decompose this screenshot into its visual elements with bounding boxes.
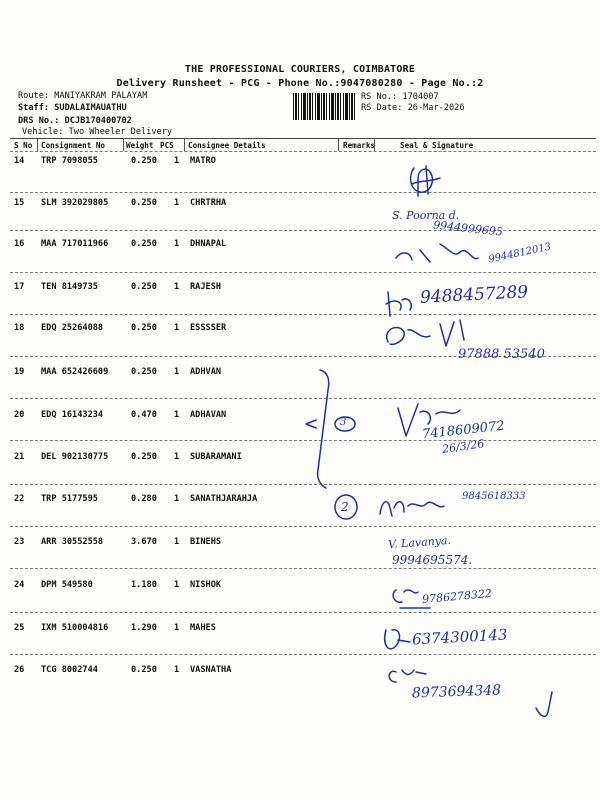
row-consignee: MATRO (190, 156, 216, 166)
handwritten-name: S. Poorna d. (392, 209, 460, 222)
row-pcs: 1 (174, 323, 180, 333)
handwritten-phone: 9488457289 (419, 282, 529, 308)
runsheet-subtitle: Delivery Runsheet - PCG - Phone No.:9047080280 - Page No.:2 (116, 78, 484, 89)
signature-scribble (411, 166, 440, 196)
row-pcs: 1 (174, 494, 180, 504)
handwritten-name: V. Lavanya. (387, 533, 452, 552)
row-weight: 0.250 (131, 452, 157, 462)
row-consignment: EDQ 25264088 (41, 323, 104, 333)
rs-no-value: 1704007 (402, 92, 439, 102)
row-consignee: SUBARAMANI (190, 452, 242, 462)
remarks-bracket (306, 370, 329, 488)
row-pcs: 1 (174, 198, 180, 208)
row-consignment: MAA 717011966 (41, 239, 109, 249)
row-sno: 14 (14, 156, 25, 166)
row-consignment: SLM 392029805 (41, 198, 109, 208)
row-consignee: VASNATHA (190, 665, 232, 675)
rs-date-label: RS Date: (361, 103, 403, 113)
col-sno: S No (14, 141, 33, 150)
row-sno: 25 (14, 623, 25, 633)
row-weight: 1.180 (131, 580, 157, 590)
col-weight: Weight (126, 141, 154, 150)
row-pcs: 1 (174, 665, 180, 675)
row-consignee: MAHES (190, 623, 216, 633)
handwritten-phone: 97888 53540 (458, 347, 545, 362)
remark-number: 2 (341, 500, 349, 514)
check-mark (536, 692, 552, 716)
handwritten-phone: 9786278322 (421, 586, 493, 607)
row-sno: 19 (14, 367, 25, 377)
drs-label: DRS No.: (18, 116, 60, 126)
row-consignment: DEL 902130775 (41, 452, 109, 462)
row-sno: 17 (14, 282, 25, 292)
row-consignee: RAJESH (190, 282, 222, 292)
handwritten-phone: 9944812013 (487, 241, 553, 266)
staff-value: SUDALAIMAUATHU (54, 103, 127, 113)
row-weight: 0.250 (131, 198, 157, 208)
vehicle-value: Two Wheeler Delivery (68, 127, 173, 137)
row-consignee: DHNAPAL (190, 239, 227, 249)
row-weight: 0.280 (131, 494, 157, 504)
signature-scribble (386, 292, 411, 316)
row-consignment: ARR 30552558 (41, 537, 104, 547)
rs-no-label: RS No.: (361, 92, 398, 102)
row-sno: 18 (14, 323, 25, 333)
route-label: Route: (18, 91, 50, 101)
row-sno: 22 (14, 494, 25, 504)
row-consignment: TRP 7098055 (41, 156, 98, 166)
signature-scribble (385, 630, 410, 649)
row-weight: 0.250 (131, 323, 157, 333)
route-value: MANIYAKRAM PALAYAM (54, 91, 148, 101)
col-seal-signature: Seal & Signature (400, 141, 474, 150)
row-pcs: 1 (174, 410, 180, 420)
row-consignment: TCG 8002744 (41, 665, 98, 675)
row-weight: 1.290 (131, 623, 157, 633)
handwritten-phone: 9994695574. (392, 553, 473, 567)
row-consignee: SANATHJARAHJA (190, 494, 258, 504)
row-pcs: 1 (174, 239, 180, 249)
row-consignment: MAA 652426609 (41, 367, 109, 377)
row-sno: 16 (14, 239, 25, 249)
handwritten-phone: 9845618333 (462, 491, 526, 502)
row-consignment: IXM 510004816 (41, 623, 109, 633)
row-pcs: 1 (174, 367, 180, 377)
row-pcs: 1 (174, 580, 180, 590)
row-sno: 20 (14, 410, 25, 420)
row-consignee: ADHVAN (190, 367, 222, 377)
row-pcs: 1 (174, 452, 180, 462)
row-consignee: ADHAVAN (190, 410, 227, 420)
row-consignee: NISHOK (190, 580, 222, 590)
row-sno: 15 (14, 198, 25, 208)
row-pcs: 1 (174, 623, 180, 633)
drs-value: DCJB170400702 (64, 116, 132, 126)
row-weight: 0.470 (131, 410, 157, 420)
handwritten-phone: 6374300143 (411, 625, 508, 649)
handwritten-phone: 8973694348 (411, 682, 502, 702)
row-sno: 21 (14, 452, 25, 462)
signature-scribble (380, 502, 444, 516)
signature-scribble (396, 244, 478, 262)
row-pcs: 1 (174, 537, 180, 547)
col-pcs: PCS (160, 141, 174, 150)
row-weight: 0.250 (131, 665, 157, 675)
row-consignment: TRP 5177595 (41, 494, 98, 504)
row-consignment: TEN 8149735 (41, 282, 98, 292)
rs-date-value: 26-Mar-2026 (407, 103, 465, 113)
row-consignee: ESSSSER (190, 323, 227, 333)
vehicle-label: Vehicle: (22, 127, 64, 137)
col-consignee: Consignee Details (188, 141, 266, 150)
handwritten-phone: 7418609072 (421, 418, 506, 443)
row-pcs: 1 (174, 282, 180, 292)
remark-number: 3 (340, 417, 347, 428)
col-remarks: Remarks (343, 141, 376, 150)
staff-label: Staff: (18, 103, 50, 113)
row-consignee: BINEHS (190, 537, 222, 547)
handwritten-phone: 9944999695 (432, 218, 504, 239)
row-sno: 23 (14, 537, 25, 547)
col-consignment: Consignment No (41, 141, 106, 150)
row-pcs: 1 (174, 156, 180, 166)
row-weight: 0.250 (131, 239, 157, 249)
row-consignment: DPM 549580 (41, 580, 93, 590)
handwritten-date: 26/3/26 (441, 437, 486, 456)
row-sno: 24 (14, 580, 25, 590)
row-weight: 0.250 (131, 282, 157, 292)
row-sno: 26 (14, 665, 25, 675)
signature-scribble (387, 320, 464, 346)
signature-scribble (389, 670, 426, 682)
row-weight: 3.670 (131, 537, 157, 547)
company-title: THE PROFESSIONAL COURIERS, COIMBATORE (184, 64, 416, 75)
row-consignment: EDQ 16143234 (41, 410, 104, 420)
row-weight: 0.250 (131, 156, 157, 166)
row-consignee: CHRTRHA (190, 198, 227, 208)
row-weight: 0.250 (131, 367, 157, 377)
